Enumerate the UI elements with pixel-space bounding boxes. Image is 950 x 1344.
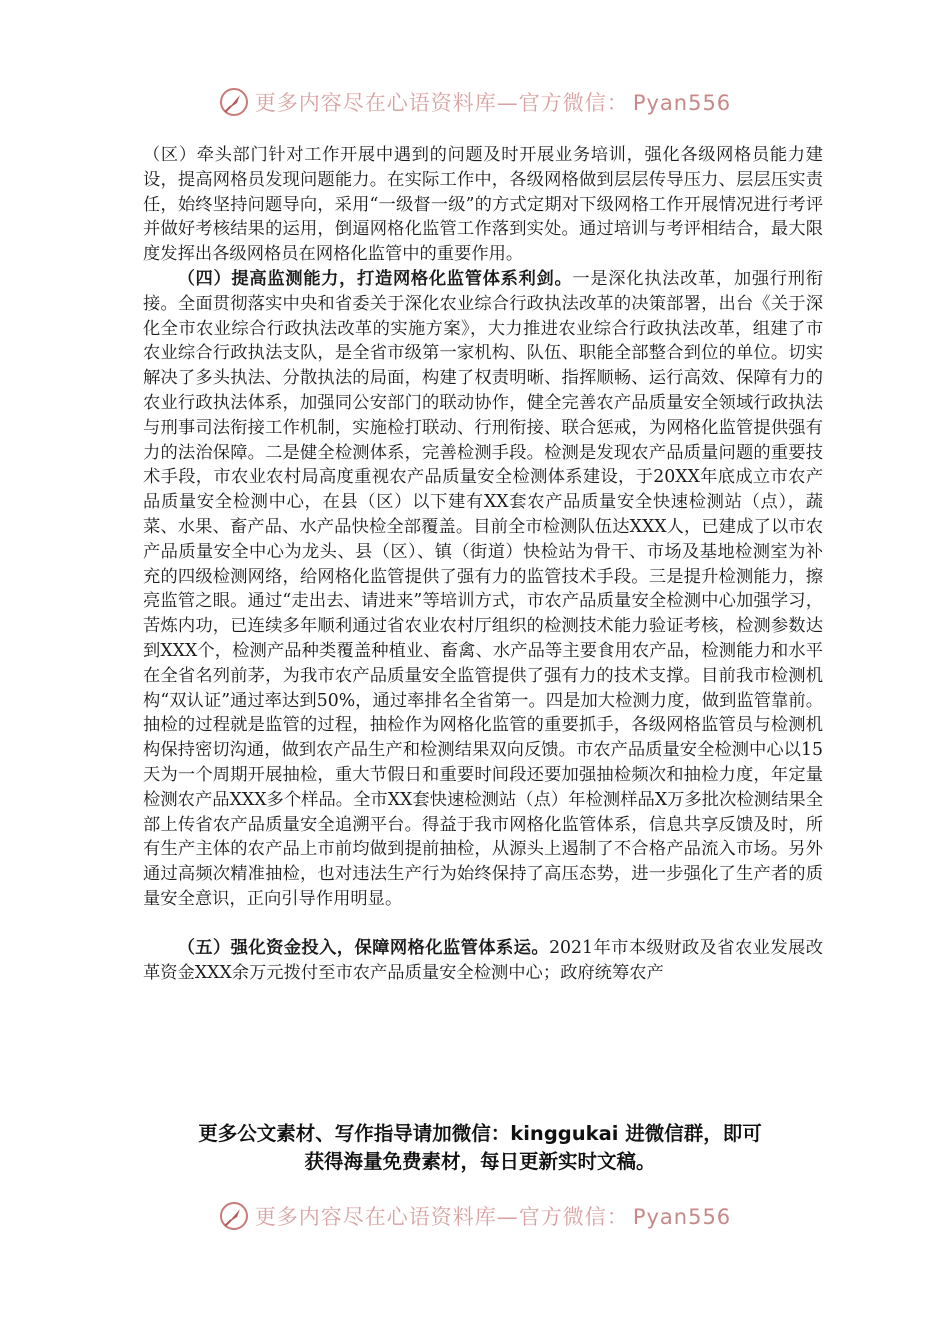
header-banner (0, 80, 950, 124)
paragraph-3-text: 2021年市本级财政及省农业发展改革资金XXX余万元拨付至市农产品质量安全检测中心；政府统筹农产 (143, 937, 823, 983)
header-banner-text (255, 87, 731, 117)
footer-banner (0, 1194, 950, 1238)
section-4-heading: （四）提高监测能力，打造网格化监管体系利剑。 (177, 268, 573, 289)
footer-wechat-id: Pyan556 (632, 1205, 732, 1229)
header-wechat-id: Pyan556 (632, 91, 732, 115)
footer-banner-text (255, 1201, 731, 1231)
paragraph-3 (143, 936, 823, 986)
promo-notice (140, 1120, 820, 1176)
paragraph-2-text: 一是深化执法改革，加强行刑衔接。全面贯彻落实中央和省委关于深化农业综合行政执法改革的决策部署，出台《关于深化全市农业综合行政执法改革的实施方案》，大力推进农业综合行政执法改革，组建了市农业综合行政执法支队，是全省市级第一家机构、队伍、职能全部整合到位的单位。切实解决了多头执法、分散执法的局面，构建了权责明晰、指挥顺畅、运行高效、保障有力的农业行政执法体系，加强同公安部门的联动协作，健全完善农产品质量安全领域行政执法与刑事司法衔接工作机制，实施检打联动、行刑衔接、联合惩戒，为网格化监管提供强有力的法治保障。二是健全检测体系，完善检测手段。检测是发现农产品质量问题的重要技术手段，市农业农村局高度重视农产品质量安全检测体系建设，于20XX年底成立市农产品质量安全检测中心，在县（区）以下建有XX套农产品质量安全快速检测站（点），蔬菜、水果、畜产品、水产品快检全部覆盖。目前全市检测队伍达XXX人，已建成了以市农产品质量安全中心为龙头、县（区）、镇（街道）快检站为骨干、市场及基地检测室为补充的四级检测网络，给网格化监管提供了强有力的监管技术手段。三是提升检测能力，擦亮监管之眼。通过“走出去、请进来”等培训方式，市农产品质量安全检测中心加强学习，苦炼内功，已连续多年顺利通过省农业农村厅组织的检测技术能力验证考核，检测参数达到XXX个，检测产品种类覆盖种植业、畜禽、水产品等主要食用农产品，检测能力和水平在全省名列前茅，为我市农产品质量安全监管提供了强有力的技术支撑。目前我市检测机构“双认证”通过率达到50%，通过率排名全省第一。四是加大检测力度，做到监管靠前。抽检的过程就是监管的过程，抽检作为网格化监管的重要抓手，各级网格监管员与检测机构保持密切沟通，做到农产品生产和检测结果双向反馈。市农产品质量安全检测中心以15天为一个周期开展抽检，重大节假日和重要时间段还要加强抽检频次和抽检力度，年定量检测农产品XXX多个样品。全市XX套快速检测站（点）年检测样品X万多批次检测结果全部上传省农产品质量安全追溯平台。得益于我市网格化监管体系，信息共享反馈及时，所有生产主体的农产品上市前均做到提前抽检，从源头上遏制了不合格产品流入市场。另外通过高频次精准抽检，也对违法生产行为始终保持了高压态势，进一步强化了生产者的质量安全意识，正向引导作用明显。 (143, 268, 823, 909)
paragraph-1: （区）牵头部门针对工作开展中遇到的问题及时开展业务培训，强化各级网格员能力建设，提高网格员发现问题能力。在实际工作中，各级网格做到层层传导压力、层层压实责任，始终坚持问题导向，采用“一级督一级”的方式定期对下级网格工作开展情况进行考评并做好考核结果的运用，倒逼网格化监管工作落到实处。通过培训与考评相结合，最大限度发挥出各级网格员在网格化监管中的重要作用。 (143, 145, 823, 265)
paragraph-2 (143, 267, 823, 912)
header-banner-label: 更多内容尽在心语资料库—官方微信： (254, 91, 629, 115)
quill-pen-logo-icon (219, 87, 249, 117)
promo-line-2: 获得海量免费素材，每日更新实时文稿。 (304, 1150, 656, 1173)
footer-banner-label: 更多内容尽在心语资料库—官方微信： (254, 1205, 629, 1229)
promo-line-1: 更多公文素材、写作指导请加微信：kinggukai 进微信群，即可 (198, 1122, 762, 1145)
quill-pen-logo-icon (219, 1201, 249, 1231)
document-body (143, 143, 823, 985)
section-5-heading: （五）强化资金投入，保障网格化监管体系运。 (177, 937, 550, 958)
